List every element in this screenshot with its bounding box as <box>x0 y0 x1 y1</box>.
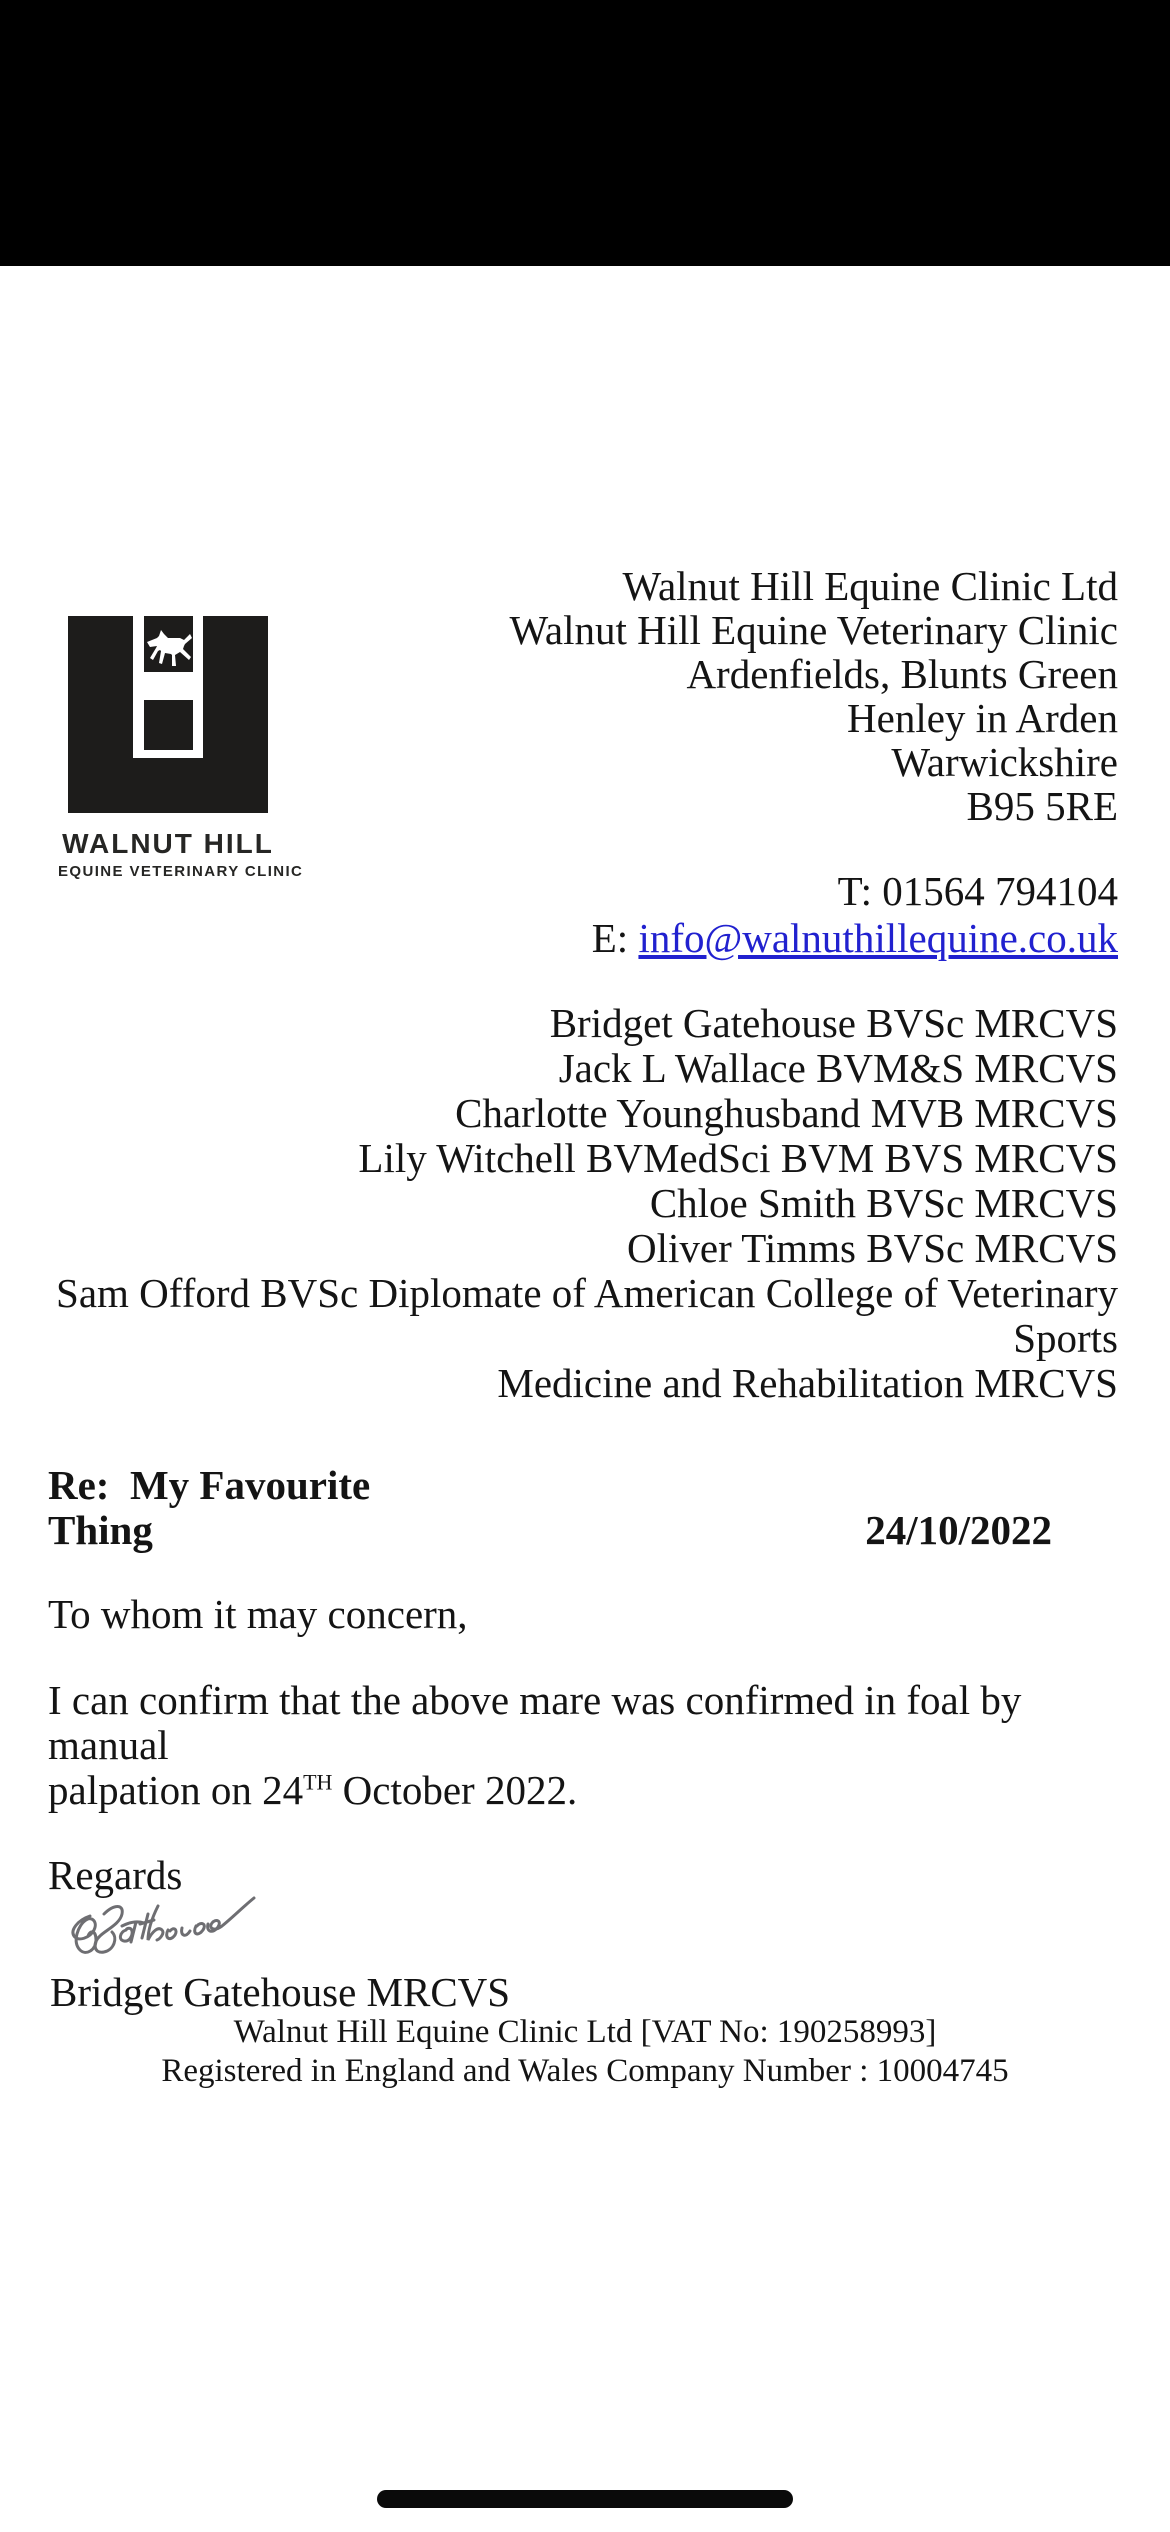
body-paragraph <box>48 1678 1118 1813</box>
vet-line: Oliver Timms BVSc MRCVS <box>627 1225 1118 1271</box>
vet-line: Lily Witchell BVMedSci BVM BVS MRCVS <box>358 1135 1118 1181</box>
closing: Regards <box>48 1852 183 1898</box>
email-link[interactable]: info@walnuthillequine.co.uk <box>638 915 1118 961</box>
contact-block <box>592 868 1118 962</box>
footer-line: Registered in England and Wales Company Number : 10004745 <box>161 2053 1009 2089</box>
ordinal-suffix: TH <box>303 1769 333 1795</box>
clinic-logo <box>58 616 304 880</box>
letter-document[interactable] <box>0 266 1170 2532</box>
signatory-name: Bridget Gatehouse MRCVS <box>50 1969 511 2015</box>
body-line-1: I can confirm that the above mare was confirmed in foal by manual <box>48 1677 1022 1768</box>
vet-line: Charlotte Younghusband MVB MRCVS <box>455 1090 1118 1136</box>
vet-line: Jack L Wallace BVM&S MRCVS <box>558 1045 1118 1091</box>
letter-date: 24/10/2022 <box>865 1507 1052 1553</box>
jumping-horse-icon <box>144 616 193 672</box>
body-line-2: palpation on 24TH October 2022. <box>48 1767 578 1813</box>
address-line: Walnut Hill Equine Clinic Ltd <box>622 563 1118 609</box>
logo-tagline: EQUINE VETERINARY CLINIC <box>58 863 304 880</box>
vets-list <box>35 1001 1118 1406</box>
clinic-address-block <box>509 564 1118 828</box>
signature-image <box>60 1886 270 1971</box>
email-line <box>592 915 1118 962</box>
subject-block <box>48 1463 1118 1553</box>
address-line: Walnut Hill Equine Veterinary Clinic <box>509 607 1118 653</box>
logo-h-mark <box>68 616 268 813</box>
salutation: To whom it may concern, <box>48 1591 468 1637</box>
vet-line: Sam Offord BVSc Diplomate of American College of Veterinary Sports <box>56 1270 1118 1361</box>
phone-line: T: 01564 794104 <box>837 868 1118 914</box>
logo-wordmark: WALNUT HILL <box>62 828 274 859</box>
vet-line: Bridget Gatehouse BVSc MRCVS <box>549 1000 1118 1046</box>
company-footer <box>0 2013 1170 2091</box>
address-line: Henley in Arden <box>847 695 1118 741</box>
vet-line: Chloe Smith BVSc MRCVS <box>649 1180 1118 1226</box>
subject-word: Thing <box>48 1507 153 1553</box>
logo-h-bottom-bar <box>133 750 203 758</box>
home-indicator[interactable] <box>377 2490 793 2508</box>
address-line: B95 5RE <box>966 783 1118 829</box>
vet-line: Medicine and Rehabilitation MRCVS <box>497 1360 1118 1406</box>
logo-h-crossbar <box>133 672 203 700</box>
email-prefix: E: <box>591 915 639 961</box>
subject-line-1: Re: My Favourite <box>48 1462 371 1508</box>
subject-line-2 <box>48 1508 1118 1553</box>
address-line: Warwickshire <box>891 739 1118 785</box>
address-line: Ardenfields, Blunts Green <box>686 651 1118 697</box>
top-black-bar <box>0 0 1170 266</box>
footer-line: Walnut Hill Equine Clinic Ltd [VAT No: 190258993] <box>233 2014 937 2050</box>
